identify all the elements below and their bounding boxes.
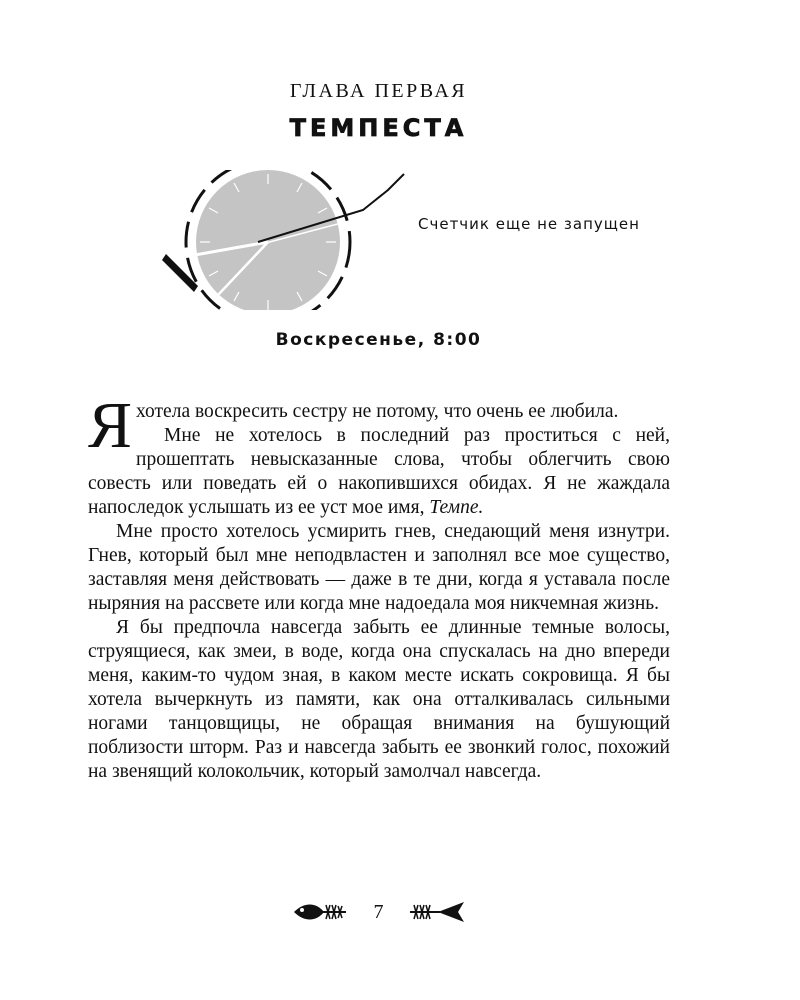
paragraph-3: Мне просто хотелось усмирить гнев, снедающий меня изнутри. Гнев, который был мне неподвластен и заполнял все мое существо, заставляя меня действовать — даже в те дни, когда я уставала после ныряния на рассвете или когда мне надоедала моя никчемная жизнь.	[88, 521, 670, 614]
chapter-label: ГЛАВА ПЕРВАЯ	[289, 80, 468, 102]
drop-cap: Я	[88, 389, 133, 462]
paragraph-4: Я бы предпочла навсегда забыть ее длинные темные волосы, струящиеся, как змеи, в воде, когда она спускалась на дно впереди меня, каким-то чудом зная, в каком месте искать сокровища. Я бы хотела вычеркнуть из памяти, как она отталкивалась сильными ногами танцовщицы, не обращая внимания на бушующий поблизости шторм. Раз и навсегда забыть ее звонкий голос, похожий на звенящий колокольчик, который замолчал навсегда.	[88, 617, 670, 782]
fish-skeleton-right-icon	[408, 900, 468, 924]
chapter-title: ТЕМПЕСТА	[289, 114, 468, 142]
counter-status: Счетчик еще не запущен	[418, 215, 640, 233]
paragraph-1	[88, 389, 670, 462]
paragraph-2	[88, 424, 670, 520]
body-text	[88, 389, 670, 784]
paragraph-2-text: Мне не хотелось в последний раз проститься с ней, прошептать невысказанные слова, чтобы облегчить свою совесть или поведать ей о накопившихся обидах. Я не жаждала напоследок услышать из ее уст мое имя,	[88, 425, 670, 518]
page-number: 7	[373, 900, 384, 923]
page-footer	[0, 900, 757, 924]
paragraph-1-text: хотела воскресить сестру не потому, что очень ее любила.	[136, 401, 619, 422]
timestamp: Воскресенье, 8:00	[275, 330, 482, 350]
paragraph-2-italic: Темпе.	[429, 497, 484, 518]
clock-icon	[158, 170, 418, 310]
fish-skeleton-left-icon	[290, 900, 350, 924]
clock-face	[196, 170, 340, 310]
